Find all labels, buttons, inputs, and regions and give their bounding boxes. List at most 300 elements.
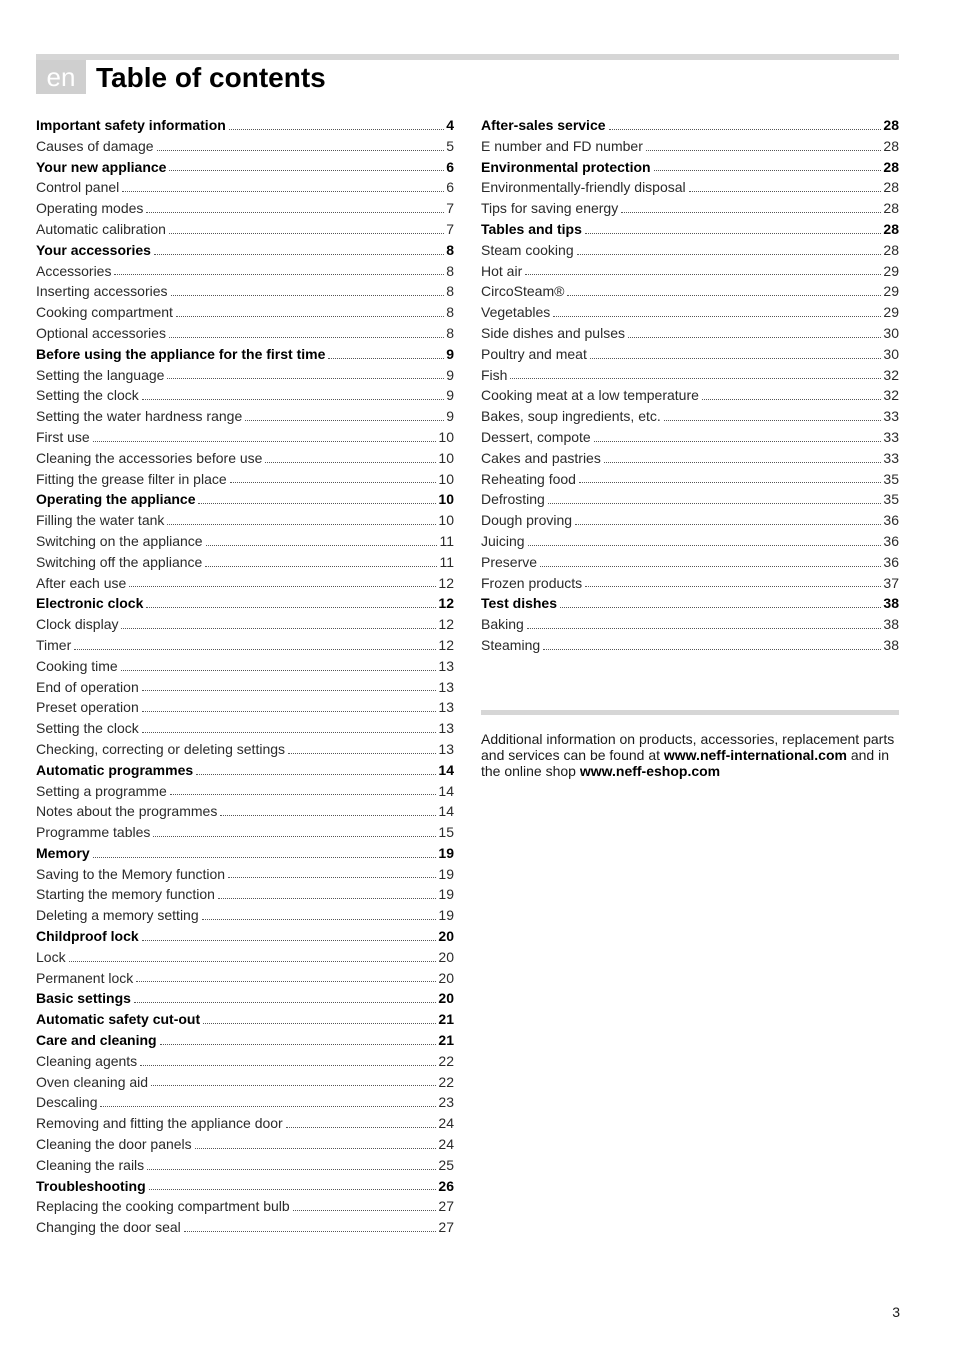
toc-entry-label: Juicing — [481, 532, 525, 549]
toc-entry-page: 24 — [438, 1115, 454, 1132]
toc-entry-label: Bakes, soup ingredients, etc. — [481, 408, 661, 425]
toc-entry-page: 28 — [883, 137, 899, 154]
toc-entry-label: Checking, correcting or deleting settings — [36, 740, 286, 757]
toc-entry-label: Oven cleaning aid — [36, 1073, 149, 1090]
toc-entry-label: Timer — [36, 636, 72, 653]
toc-section-entry[interactable] — [36, 884, 454, 905]
toc-section-entry[interactable] — [481, 489, 899, 510]
toc-entry-page: 29 — [883, 262, 899, 279]
toc-entry-page: 22 — [438, 1052, 454, 1069]
toc-leader-dots — [169, 337, 444, 338]
toc-entry-page: 10 — [438, 512, 454, 529]
toc-leader-dots — [646, 150, 882, 151]
toc-entry-label: Setting the water hardness range — [36, 408, 243, 425]
toc-leader-dots — [157, 150, 445, 151]
toc-leader-dots — [167, 524, 436, 525]
toc-entry-page: 8 — [446, 283, 454, 300]
toc-section-entry[interactable] — [36, 531, 454, 552]
toc-leader-dots — [548, 503, 882, 504]
toc-entry-label: Defrosting — [481, 491, 545, 508]
toc-entry-label: Vegetables — [481, 304, 551, 321]
toc-section-entry[interactable] — [481, 448, 899, 469]
toc-entry-label: Automatic calibration — [36, 220, 166, 237]
toc-entry-label: Causes of damage — [36, 137, 154, 154]
toc-section-entry[interactable] — [36, 1217, 454, 1238]
toc-leader-dots — [176, 316, 444, 317]
toc-section-entry[interactable] — [36, 323, 454, 344]
toc-entry-label: Setting the language — [36, 366, 165, 383]
toc-leader-dots — [142, 399, 444, 400]
toc-section-entry[interactable] — [36, 302, 454, 323]
toc-leader-dots — [93, 857, 437, 858]
toc-leader-dots — [510, 378, 881, 379]
toc-entry-page: 5 — [446, 137, 454, 154]
toc-section-entry[interactable] — [36, 427, 454, 448]
toc-entry-page: 13 — [438, 720, 454, 737]
toc-entry-page: 36 — [883, 532, 899, 549]
toc-section-entry[interactable] — [36, 177, 454, 198]
toc-section-entry[interactable] — [481, 531, 899, 552]
toc-entry-label: Permanent lock — [36, 969, 134, 986]
toc-entry-label: Childproof lock — [36, 928, 139, 945]
toc-entry-label: Switching on the appliance — [36, 532, 203, 549]
toc-chapter-entry[interactable] — [36, 489, 454, 510]
toc-entry-page: 27 — [438, 1198, 454, 1215]
toc-entry-label: Deleting a memory setting — [36, 907, 199, 924]
toc-entry-page: 19 — [438, 865, 454, 882]
toc-leader-dots — [575, 524, 881, 525]
toc-entry-page: 38 — [883, 595, 899, 612]
toc-entry-label: Preserve — [481, 553, 538, 570]
toc-entry-page: 12 — [438, 616, 454, 633]
toc-entry-label: Before using the appliance for the first time — [36, 345, 326, 362]
page-title: Table of contents — [96, 62, 326, 93]
toc-entry-page: 28 — [883, 241, 899, 258]
toc-entry-label: Tables and tips — [481, 220, 582, 237]
toc-section-entry[interactable] — [481, 302, 899, 323]
toc-entry-page: 29 — [883, 304, 899, 321]
toc-entry-page: 12 — [438, 574, 454, 591]
toc-entry-label: Reheating food — [481, 470, 576, 487]
toc-chapter-entry[interactable] — [36, 926, 454, 947]
toc-entry-label: Your accessories — [36, 241, 151, 258]
toc-entry-label: Cakes and pastries — [481, 449, 601, 466]
toc-entry-label: Cleaning the door panels — [36, 1136, 192, 1153]
toc-entry-page: 9 — [446, 366, 454, 383]
toc-leader-dots — [170, 794, 437, 795]
toc-leader-dots — [527, 628, 882, 629]
toc-section-entry[interactable] — [481, 240, 899, 261]
toc-leader-dots — [114, 274, 444, 275]
toc-section-entry[interactable] — [481, 427, 899, 448]
toc-entry-page: 20 — [438, 969, 454, 986]
toc-chapter-entry[interactable] — [36, 1176, 454, 1197]
toc-entry-label: Inserting accessories — [36, 283, 168, 300]
toc-section-entry[interactable] — [36, 1051, 454, 1072]
toc-entry-label: Test dishes — [481, 595, 557, 612]
toc-leader-dots — [590, 358, 882, 359]
toc-entry-page: 11 — [439, 553, 454, 570]
toc-leader-dots — [121, 628, 436, 629]
toc-section-entry[interactable] — [36, 1134, 454, 1155]
toc-entry-label: Hot air — [481, 262, 523, 279]
toc-leader-dots — [142, 690, 437, 691]
toc-leader-dots — [195, 1148, 437, 1149]
toc-section-entry[interactable] — [481, 177, 899, 198]
toc-leader-dots — [560, 607, 881, 608]
toc-leader-dots — [293, 1210, 437, 1211]
toc-entry-page: 21 — [438, 1032, 454, 1049]
link-neff-international[interactable]: www.neff-international.com — [663, 747, 847, 763]
toc-entry-label: Basic settings — [36, 990, 131, 1007]
toc-entry-label: Your new appliance — [36, 158, 167, 175]
toc-entry-page: 9 — [446, 345, 454, 362]
toc-leader-dots — [134, 1002, 436, 1003]
toc-leader-dots — [198, 503, 436, 504]
toc-entry-label: Baking — [481, 616, 524, 633]
toc-entry-page: 23 — [438, 1094, 454, 1111]
toc-chapter-entry[interactable] — [36, 593, 454, 614]
toc-entry-label: Electronic clock — [36, 595, 144, 612]
toc-entry-page: 12 — [438, 595, 454, 612]
additional-info — [481, 731, 899, 779]
toc-leader-dots — [594, 441, 882, 442]
toc-entry-label: Lock — [36, 948, 66, 965]
toc-entry-label: Switching off the appliance — [36, 553, 203, 570]
toc-entry-page: 33 — [883, 408, 899, 425]
toc-entry-page: 7 — [446, 200, 454, 217]
info-text-1: Additional information on products, accessories, replacement parts and services can be found at — [481, 731, 895, 763]
toc-section-entry[interactable] — [36, 739, 454, 760]
toc-entry-page: 9 — [446, 408, 454, 425]
toc-entry-label: Environmental protection — [481, 158, 651, 175]
toc-section-entry[interactable] — [36, 136, 454, 157]
toc-entry-label: Setting the clock — [36, 387, 139, 404]
toc-entry-page: 9 — [446, 387, 454, 404]
toc-entry-label: Tips for saving energy — [481, 200, 619, 217]
toc-leader-dots — [206, 545, 438, 546]
toc-entry-page: 11 — [439, 532, 454, 549]
toc-entry-page: 20 — [438, 948, 454, 965]
toc-leader-dots — [171, 295, 445, 296]
toc-section-entry[interactable] — [481, 385, 899, 406]
toc-entry-label: Control panel — [36, 179, 120, 196]
toc-section-entry[interactable] — [36, 1196, 454, 1217]
toc-leader-dots — [169, 233, 444, 234]
toc-chapter-entry[interactable] — [481, 157, 899, 178]
toc-leader-dots — [129, 586, 436, 587]
toc-entry-page: 20 — [438, 928, 454, 945]
toc-entry-label: Cooking compartment — [36, 304, 173, 321]
toc-section-entry[interactable] — [36, 281, 454, 302]
toc-entry-page: 26 — [438, 1177, 454, 1194]
toc-entry-label: Environmentally-friendly disposal — [481, 179, 686, 196]
toc-entry-label: After-sales service — [481, 117, 606, 133]
toc-section-entry[interactable] — [36, 947, 454, 968]
toc-entry-label: After each use — [36, 574, 127, 591]
toc-leader-dots — [167, 378, 444, 379]
toc-leader-dots — [702, 399, 882, 400]
toc-leader-dots — [136, 981, 436, 982]
toc-section-entry[interactable] — [36, 968, 454, 989]
toc-entry-page: 22 — [438, 1073, 454, 1090]
info-text-2: and in the online shop — [481, 747, 889, 779]
info-rule — [481, 710, 899, 715]
language-tag: en — [36, 60, 86, 94]
toc-section-entry[interactable] — [481, 323, 899, 344]
toc-chapter-entry[interactable] — [36, 760, 454, 781]
toc-entry-label: End of operation — [36, 678, 139, 695]
toc-entry-label: Clock display — [36, 616, 119, 633]
toc-leader-dots — [203, 1023, 436, 1024]
toc-entry-page: 13 — [438, 657, 454, 674]
toc-leader-dots — [169, 170, 444, 171]
toc-entry-page: 28 — [883, 220, 899, 237]
page-number: 3 — [892, 1304, 900, 1320]
toc-entry-label: Replacing the cooking compartment bulb — [36, 1198, 290, 1215]
toc-entry-label: Preset operation — [36, 699, 139, 716]
toc-section-entry[interactable] — [36, 406, 454, 427]
toc-entry-page: 8 — [446, 241, 454, 258]
toc-entry-label: Cleaning the accessories before use — [36, 449, 263, 466]
toc-entry-page: 19 — [438, 886, 454, 903]
toc-leader-dots — [122, 191, 444, 192]
toc-entry-label: Poultry and meat — [481, 345, 587, 362]
toc-section-entry[interactable] — [481, 552, 899, 573]
toc-entry-page: 10 — [438, 470, 454, 487]
toc-chapter-entry[interactable] — [481, 115, 899, 136]
toc-section-entry[interactable] — [36, 822, 454, 843]
toc-entry-label: Fish — [481, 366, 508, 383]
toc-entry-page: 20 — [438, 990, 454, 1007]
toc-section-entry[interactable] — [481, 406, 899, 427]
toc-entry-label: Saving to the Memory function — [36, 865, 226, 882]
toc-entry-label: Setting a programme — [36, 782, 167, 799]
toc-chapter-entry[interactable] — [36, 843, 454, 864]
toc-section-entry[interactable] — [36, 469, 454, 490]
toc-entry-page: 38 — [883, 616, 899, 633]
toc-leader-dots — [184, 1231, 437, 1232]
toc-section-entry[interactable] — [36, 1092, 454, 1113]
toc-entry-label: Troubleshooting — [36, 1177, 146, 1194]
toc-leader-dots — [609, 129, 882, 130]
toc-section-entry[interactable] — [36, 697, 454, 718]
toc-section-entry[interactable] — [481, 510, 899, 531]
toc-column-right — [481, 115, 899, 656]
toc-leader-dots — [142, 711, 437, 712]
toc-entry-page: 27 — [438, 1219, 454, 1236]
toc-entry-page: 7 — [446, 220, 454, 237]
toc-section-entry[interactable] — [36, 219, 454, 240]
toc-leader-dots — [577, 254, 882, 255]
toc-leader-dots — [585, 233, 882, 234]
toc-section-entry[interactable] — [36, 614, 454, 635]
toc-entry-label: Steam cooking — [481, 241, 574, 258]
toc-section-entry[interactable] — [36, 261, 454, 282]
toc-leader-dots — [196, 774, 436, 775]
toc-chapter-entry[interactable] — [36, 344, 454, 365]
toc-entry-page: 28 — [883, 179, 899, 196]
toc-leader-dots — [151, 1085, 436, 1086]
toc-section-entry[interactable] — [36, 864, 454, 885]
toc-section-entry[interactable] — [481, 635, 899, 656]
toc-chapter-entry[interactable] — [36, 1009, 454, 1030]
toc-section-entry[interactable] — [36, 1155, 454, 1176]
toc-entry-label: Dessert, compote — [481, 428, 591, 445]
toc-section-entry[interactable] — [481, 365, 899, 386]
toc-entry-label: Setting the clock — [36, 720, 139, 737]
toc-section-entry[interactable] — [36, 365, 454, 386]
toc-leader-dots — [160, 1044, 437, 1045]
toc-chapter-entry[interactable] — [481, 593, 899, 614]
toc-leader-dots — [228, 877, 436, 878]
toc-leader-dots — [579, 482, 881, 483]
toc-entry-label: CircoSteam® — [481, 283, 565, 300]
toc-chapter-entry[interactable] — [36, 115, 454, 136]
toc-leader-dots — [604, 462, 882, 463]
toc-entry-page: 13 — [438, 740, 454, 757]
toc-entry-page: 10 — [438, 491, 454, 508]
toc-leader-dots — [147, 1169, 436, 1170]
toc-leader-dots — [146, 607, 436, 608]
toc-section-entry[interactable] — [36, 385, 454, 406]
toc-entry-label: Cleaning the rails — [36, 1156, 145, 1173]
toc-entry-page: 10 — [438, 449, 454, 466]
toc-section-entry[interactable] — [481, 614, 899, 635]
toc-entry-label: Fitting the grease filter in place — [36, 470, 227, 487]
toc-entry-label: Accessories — [36, 262, 112, 279]
toc-chapter-entry[interactable] — [36, 1030, 454, 1051]
toc-entry-label: Operating modes — [36, 200, 144, 217]
toc-section-entry[interactable] — [36, 905, 454, 926]
toc-entry-page: 6 — [446, 179, 454, 196]
toc-section-entry[interactable] — [481, 281, 899, 302]
toc-section-entry[interactable] — [36, 801, 454, 822]
toc-chapter-entry[interactable] — [36, 157, 454, 178]
toc-leader-dots — [328, 358, 444, 359]
toc-entry-label: Changing the door seal — [36, 1219, 181, 1236]
toc-leader-dots — [74, 649, 436, 650]
toc-leader-dots — [265, 462, 436, 463]
toc-entry-page: 25 — [438, 1156, 454, 1173]
toc-entry-page: 30 — [883, 345, 899, 362]
toc-entry-label: First use — [36, 428, 90, 445]
toc-entry-label: Cooking time — [36, 657, 118, 674]
toc-leader-dots — [585, 586, 881, 587]
toc-leader-dots — [543, 649, 881, 650]
toc-entry-page: 35 — [883, 470, 899, 487]
toc-chapter-entry[interactable] — [36, 988, 454, 1009]
toc-leader-dots — [664, 420, 882, 421]
toc-leader-dots — [69, 961, 437, 962]
toc-entry-page: 32 — [883, 387, 899, 404]
toc-section-entry[interactable] — [36, 510, 454, 531]
toc-entry-label: Optional accessories — [36, 324, 166, 341]
toc-section-entry[interactable] — [481, 573, 899, 594]
toc-leader-dots — [288, 753, 436, 754]
toc-section-entry[interactable] — [36, 573, 454, 594]
toc-chapter-entry[interactable] — [36, 240, 454, 261]
toc-entry-page: 28 — [883, 200, 899, 217]
toc-entry-label: Cooking meat at a low temperature — [481, 387, 699, 404]
toc-entry-label: Memory — [36, 844, 90, 861]
toc-section-entry[interactable] — [36, 718, 454, 739]
toc-entry-page: 29 — [883, 283, 899, 300]
toc-section-entry[interactable] — [481, 136, 899, 157]
toc-section-entry[interactable] — [481, 469, 899, 490]
toc-leader-dots — [525, 274, 881, 275]
toc-entry-page: 13 — [438, 678, 454, 695]
toc-section-entry[interactable] — [481, 198, 899, 219]
toc-entry-page: 8 — [446, 304, 454, 321]
toc-entry-page: 12 — [438, 636, 454, 653]
toc-section-entry[interactable] — [36, 198, 454, 219]
toc-leader-dots — [528, 545, 882, 546]
toc-entry-label: Removing and fitting the appliance door — [36, 1115, 283, 1132]
toc-entry-page: 36 — [883, 512, 899, 529]
toc-leader-dots — [146, 212, 444, 213]
toc-leader-dots — [100, 1106, 436, 1107]
toc-section-entry[interactable] — [481, 261, 899, 282]
toc-section-entry[interactable] — [36, 1072, 454, 1093]
toc-entry-label: Important safety information — [36, 117, 226, 133]
toc-entry-page: 19 — [438, 907, 454, 924]
toc-leader-dots — [149, 1189, 437, 1190]
toc-leader-dots — [553, 316, 881, 317]
toc-leader-dots — [540, 566, 881, 567]
toc-leader-dots — [621, 212, 881, 213]
toc-section-entry[interactable] — [36, 656, 454, 677]
toc-entry-page: 28 — [883, 117, 899, 133]
toc-leader-dots — [628, 337, 881, 338]
toc-entry-label: Side dishes and pulses — [481, 324, 625, 341]
toc-section-entry[interactable] — [36, 781, 454, 802]
toc-leader-dots — [567, 295, 881, 296]
toc-entry-page: 37 — [883, 574, 899, 591]
link-neff-eshop[interactable]: www.neff-eshop.com — [579, 763, 721, 779]
toc-entry-page: 32 — [883, 366, 899, 383]
toc-entry-label: Programme tables — [36, 824, 151, 841]
toc-entry-page: 14 — [438, 803, 454, 820]
toc-section-entry[interactable] — [36, 635, 454, 656]
toc-entry-label: Filling the water tank — [36, 512, 165, 529]
toc-entry-page: 14 — [438, 761, 454, 778]
toc-entry-page: 33 — [883, 428, 899, 445]
toc-section-entry[interactable] — [36, 1113, 454, 1134]
toc-entry-page: 19 — [438, 844, 454, 861]
toc-entry-page: 8 — [446, 262, 454, 279]
toc-leader-dots — [140, 1065, 436, 1066]
toc-entry-label: Starting the memory function — [36, 886, 215, 903]
toc-entry-label: Automatic safety cut-out — [36, 1011, 201, 1028]
toc-entry-label: Automatic programmes — [36, 761, 194, 778]
toc-entry-label: Care and cleaning — [36, 1032, 157, 1049]
toc-leader-dots — [154, 254, 444, 255]
toc-section-entry[interactable] — [36, 552, 454, 573]
toc-section-entry[interactable] — [481, 344, 899, 365]
toc-leader-dots — [142, 732, 437, 733]
toc-leader-dots — [220, 815, 436, 816]
toc-entry-page: 21 — [438, 1011, 454, 1028]
toc-chapter-entry[interactable] — [481, 219, 899, 240]
toc-section-entry[interactable] — [36, 677, 454, 698]
toc-leader-dots — [218, 898, 436, 899]
toc-entry-label: Dough proving — [481, 512, 573, 529]
toc-leader-dots — [202, 919, 437, 920]
toc-leader-dots — [121, 670, 437, 671]
toc-entry-page: 28 — [883, 158, 899, 175]
toc-section-entry[interactable] — [36, 448, 454, 469]
